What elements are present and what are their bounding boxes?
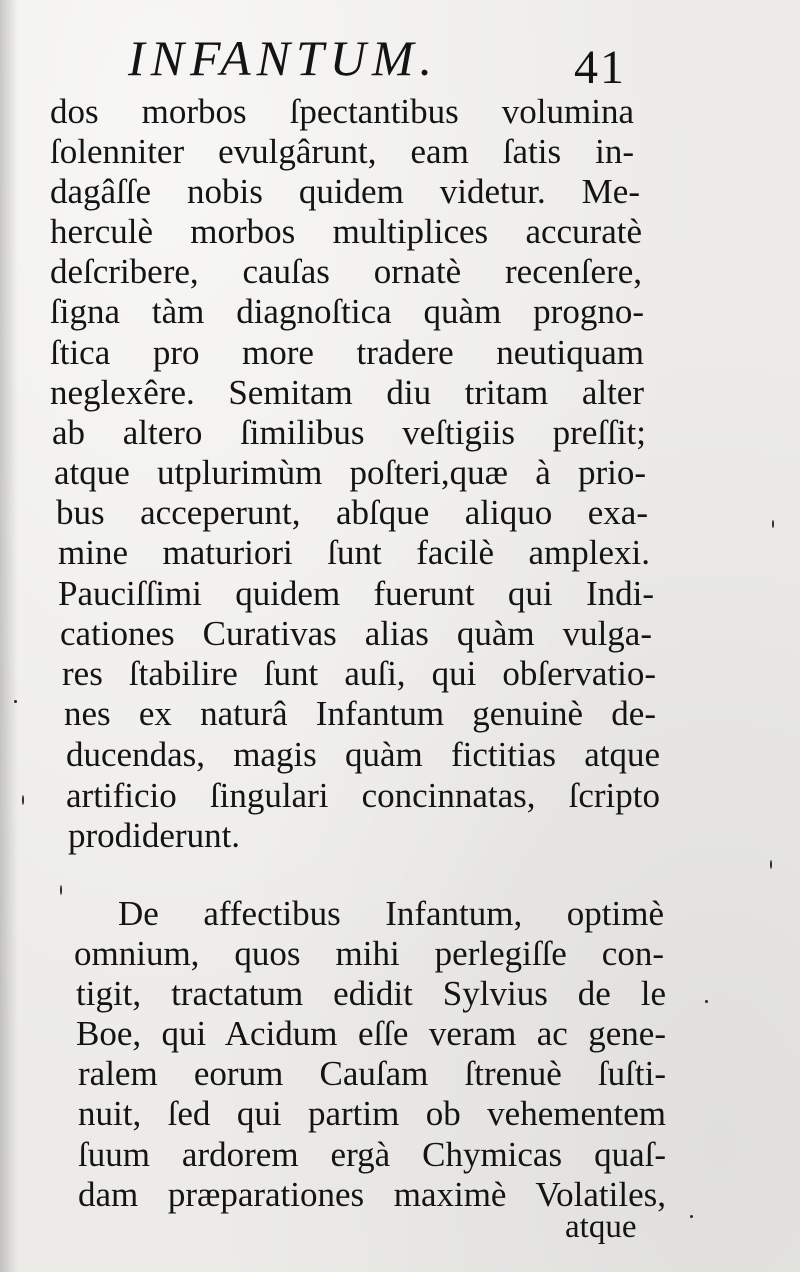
text-line: neglexêre. Semitam diu tritam alter [50, 373, 644, 412]
text-line: ſuum ardorem ergà Chymicas quaſ- [78, 1135, 666, 1174]
text-line: De affectibus Infantum, optimè [118, 894, 664, 933]
text-line: ſtica pro more tradere neutiquam [50, 333, 644, 372]
scan-speck [60, 885, 62, 895]
text-line: ab altero ſimilibus veſtigiis preſſit; [52, 413, 646, 452]
text-line: ſigna tàm diagnoſtica quàm progno- [50, 292, 644, 331]
scan-speck [772, 520, 774, 528]
text-line: ducendas, magis quàm fictitias atque [66, 735, 660, 774]
text-line: artificio ſingulari concinnatas, ſcripto [66, 776, 660, 815]
text-line: dam præparationes maximè Volatiles, [78, 1175, 666, 1214]
scan-speck [690, 1215, 693, 1218]
scan-speck [22, 795, 24, 805]
scan-speck [705, 1000, 708, 1003]
scan-speck [14, 700, 17, 703]
text-line: bus acceperunt, abſque aliquo exa- [56, 493, 648, 532]
text-line: deſcribere, cauſas ornatè recenſere, [50, 252, 642, 291]
text-line: dos morbos ſpectantibus volumina [50, 92, 634, 131]
text-line: mine maturiori ſunt facilè amplexi. [58, 533, 650, 572]
page-number: 41 [574, 41, 626, 94]
text-line: prodiderunt. [68, 816, 241, 855]
text-line: ſolenniter evulgârunt, eam ſatis in- [50, 132, 634, 171]
text-line: res ſtabilire ſunt auſi, qui obſervatio- [62, 654, 656, 693]
text-line: Pauciſſimi quidem fuerunt qui Indi- [58, 574, 654, 613]
scan-speck [770, 860, 772, 869]
text-line: ralem eorum Cauſam ſtrenuè ſuſti- [78, 1054, 666, 1093]
text-line: cationes Curativas alias quàm vulga- [60, 614, 652, 653]
catchword: atque [565, 1209, 637, 1245]
text-line: dagâſſe nobis quidem videtur. Me- [50, 172, 640, 211]
text-line: tigit, tractatum edidit Sylvius de le [76, 974, 666, 1013]
text-line: Boe, qui Acidum eſſe veram ac gene- [76, 1014, 666, 1053]
text-line: atque utplurimùm poſteri,quæ à prio- [54, 453, 646, 492]
text-line: nes ex naturâ Infantum genuinè de- [64, 694, 656, 733]
text-line: nuit, ſed qui partim ob vehementem [78, 1094, 666, 1133]
text-line: omnium, quos mihi perlegiſſe con- [74, 934, 664, 973]
running-title: INFANTUM. [128, 30, 439, 86]
text-line: herculè morbos multiplices accuratè [50, 212, 642, 251]
